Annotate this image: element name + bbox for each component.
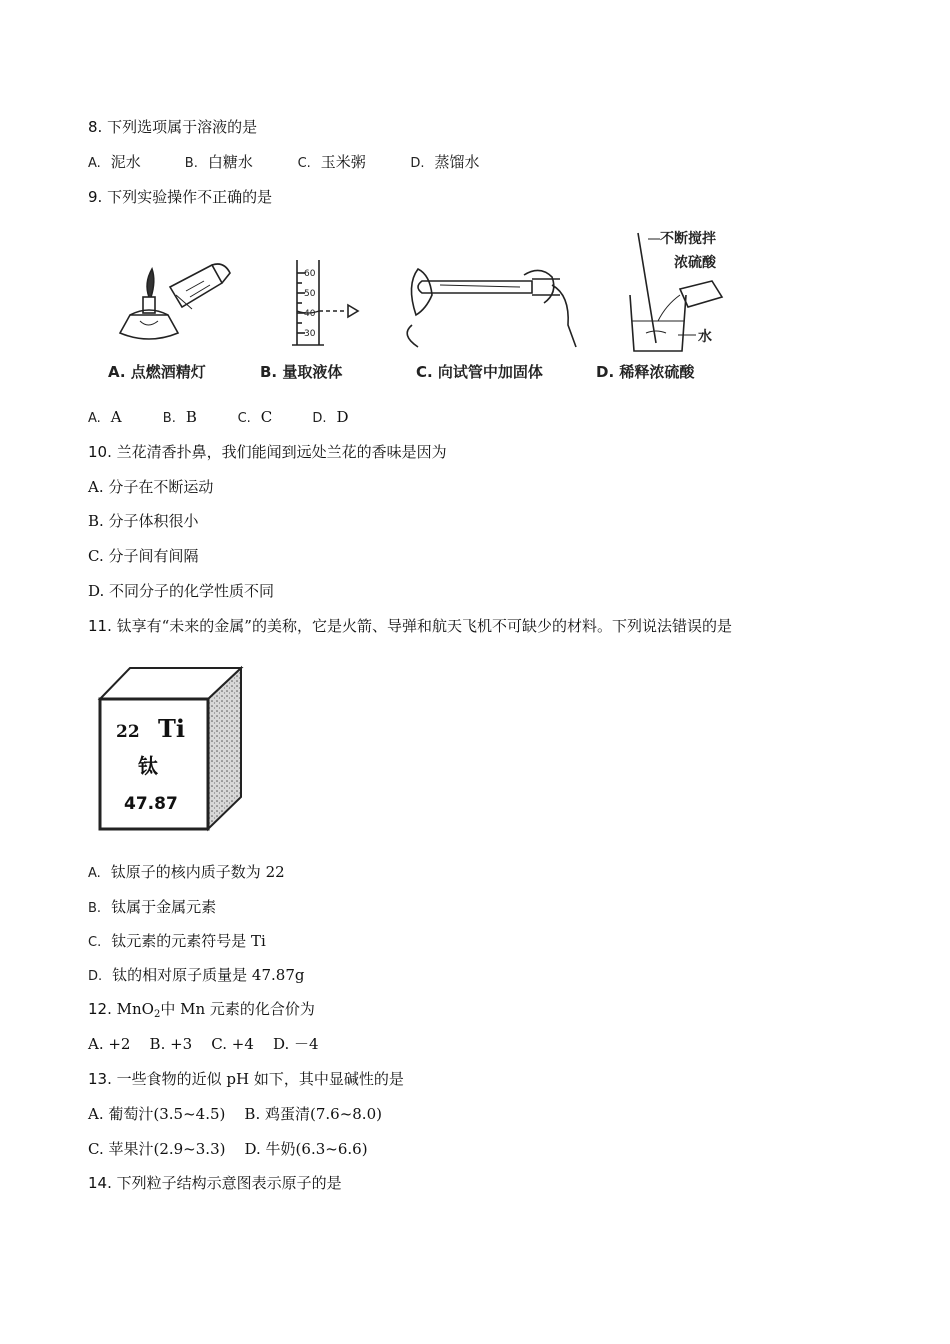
q10-option-a[interactable]: A. 分子在不断运动 <box>88 478 214 496</box>
q12-stem <box>88 999 315 1025</box>
q8-stem-text: 下列选项属于溶液的是 <box>107 118 258 136</box>
q9-caption-c: C. 向试管中加固体 <box>416 363 543 381</box>
q12-stem-text: 中 Mn 元素的化合价为 <box>160 1000 315 1018</box>
q12-options[interactable]: A. +2 B. +3 C. +4 D. －4 <box>88 1035 319 1053</box>
q9-stem-text: 下列实验操作不正确的是 <box>107 188 273 206</box>
q13-stem <box>88 1069 404 1089</box>
q13-options-row2[interactable]: C. 苹果汁(2.9~3.3) D. 牛奶(6.3~6.6) <box>88 1140 368 1158</box>
q9-figure-b-cylinder <box>292 260 358 345</box>
q13-number: 13. <box>88 1070 112 1088</box>
q10-number: 10. <box>88 443 112 461</box>
element-name: 钛 <box>138 754 158 778</box>
q13-stem-text: 一些食物的近似 pH 如下，其中显碱性的是 <box>116 1070 404 1088</box>
q11-number: 11. <box>88 617 112 635</box>
q8-option-b[interactable]: B. 白糖水 <box>184 153 253 171</box>
element-mass: 47.87 <box>124 794 178 814</box>
q9-label-water: 水 <box>698 329 712 345</box>
tick-40: 40 <box>304 309 316 319</box>
q10-stem <box>88 442 447 462</box>
q9-caption-d: D. 稀释浓硫酸 <box>596 363 695 381</box>
q11-option-c[interactable]: C. 钛元素的元素符号是 Ti <box>88 932 266 950</box>
q14-stem <box>88 1173 342 1193</box>
q14-number: 14. <box>88 1174 112 1192</box>
q8-option-c[interactable]: C. 玉米粥 <box>297 153 366 171</box>
q9-stem <box>88 187 272 207</box>
q9-figure <box>100 225 740 390</box>
q9-label-stir: 不断搅拌 <box>660 231 716 247</box>
q9-label-acid: 浓硫酸 <box>674 255 716 271</box>
q11-option-b[interactable]: B. 钛属于金属元素 <box>88 898 217 916</box>
q11-stem <box>88 616 732 636</box>
q11-stem-text: 钛享有“未来的金属”的美称，它是火箭、导弹和航天飞机不可缺少的材料。下列说法错误的是 <box>116 617 732 635</box>
q9-options <box>88 407 349 429</box>
q8-option-a[interactable]: A. 泥水 <box>88 153 141 171</box>
tick-30: 30 <box>304 329 316 339</box>
q8-options <box>88 152 480 174</box>
q11-option-a[interactable]: A. 钛原子的核内质子数为 22 <box>88 863 285 881</box>
q9-option-d[interactable]: D. D <box>312 408 349 426</box>
q10-option-b[interactable]: B. 分子体积很小 <box>88 512 199 530</box>
q11-option-d[interactable]: D. 钛的相对原子质量是 47.87g <box>88 966 305 984</box>
q8-option-d[interactable]: D. 蒸馏水 <box>410 153 480 171</box>
q10-option-d[interactable]: D. 不同分子的化学性质不同 <box>88 582 275 600</box>
q9-option-a[interactable]: A. A <box>88 408 122 426</box>
tick-60: 60 <box>304 269 316 279</box>
q11-element-card <box>96 665 248 837</box>
q9-cylinder-ticks <box>304 269 316 339</box>
element-symbol: Ti <box>158 714 185 743</box>
q10-stem-text: 兰花清香扑鼻，我们能闻到远处兰花的香味是因为 <box>116 443 447 461</box>
q10-option-c[interactable]: C. 分子间有间隔 <box>88 547 199 565</box>
q9-option-b[interactable]: B. B <box>162 408 197 426</box>
q8-stem <box>88 117 257 137</box>
q14-stem-text: 下列粒子结构示意图表示原子的是 <box>116 1174 342 1192</box>
q9-caption-a: A. 点燃酒精灯 <box>108 363 206 381</box>
q12-formula: MnO$_2$ <box>116 1000 161 1020</box>
q9-figure-a-alcohol-lamps <box>120 264 230 339</box>
q8-number: 8. <box>88 118 103 136</box>
q12-number: 12. <box>88 1000 112 1018</box>
element-atomic-number: 22 <box>116 722 140 742</box>
q9-figure-c-test-tube <box>407 269 576 347</box>
q9-option-c[interactable]: C. C <box>237 408 273 426</box>
tick-50: 50 <box>304 289 316 299</box>
q9-caption-b: B. 量取液体 <box>260 363 343 381</box>
q13-options-row1[interactable]: A. 葡萄汁(3.5~4.5) B. 鸡蛋清(7.6~8.0) <box>88 1105 382 1123</box>
q9-number: 9. <box>88 188 103 206</box>
